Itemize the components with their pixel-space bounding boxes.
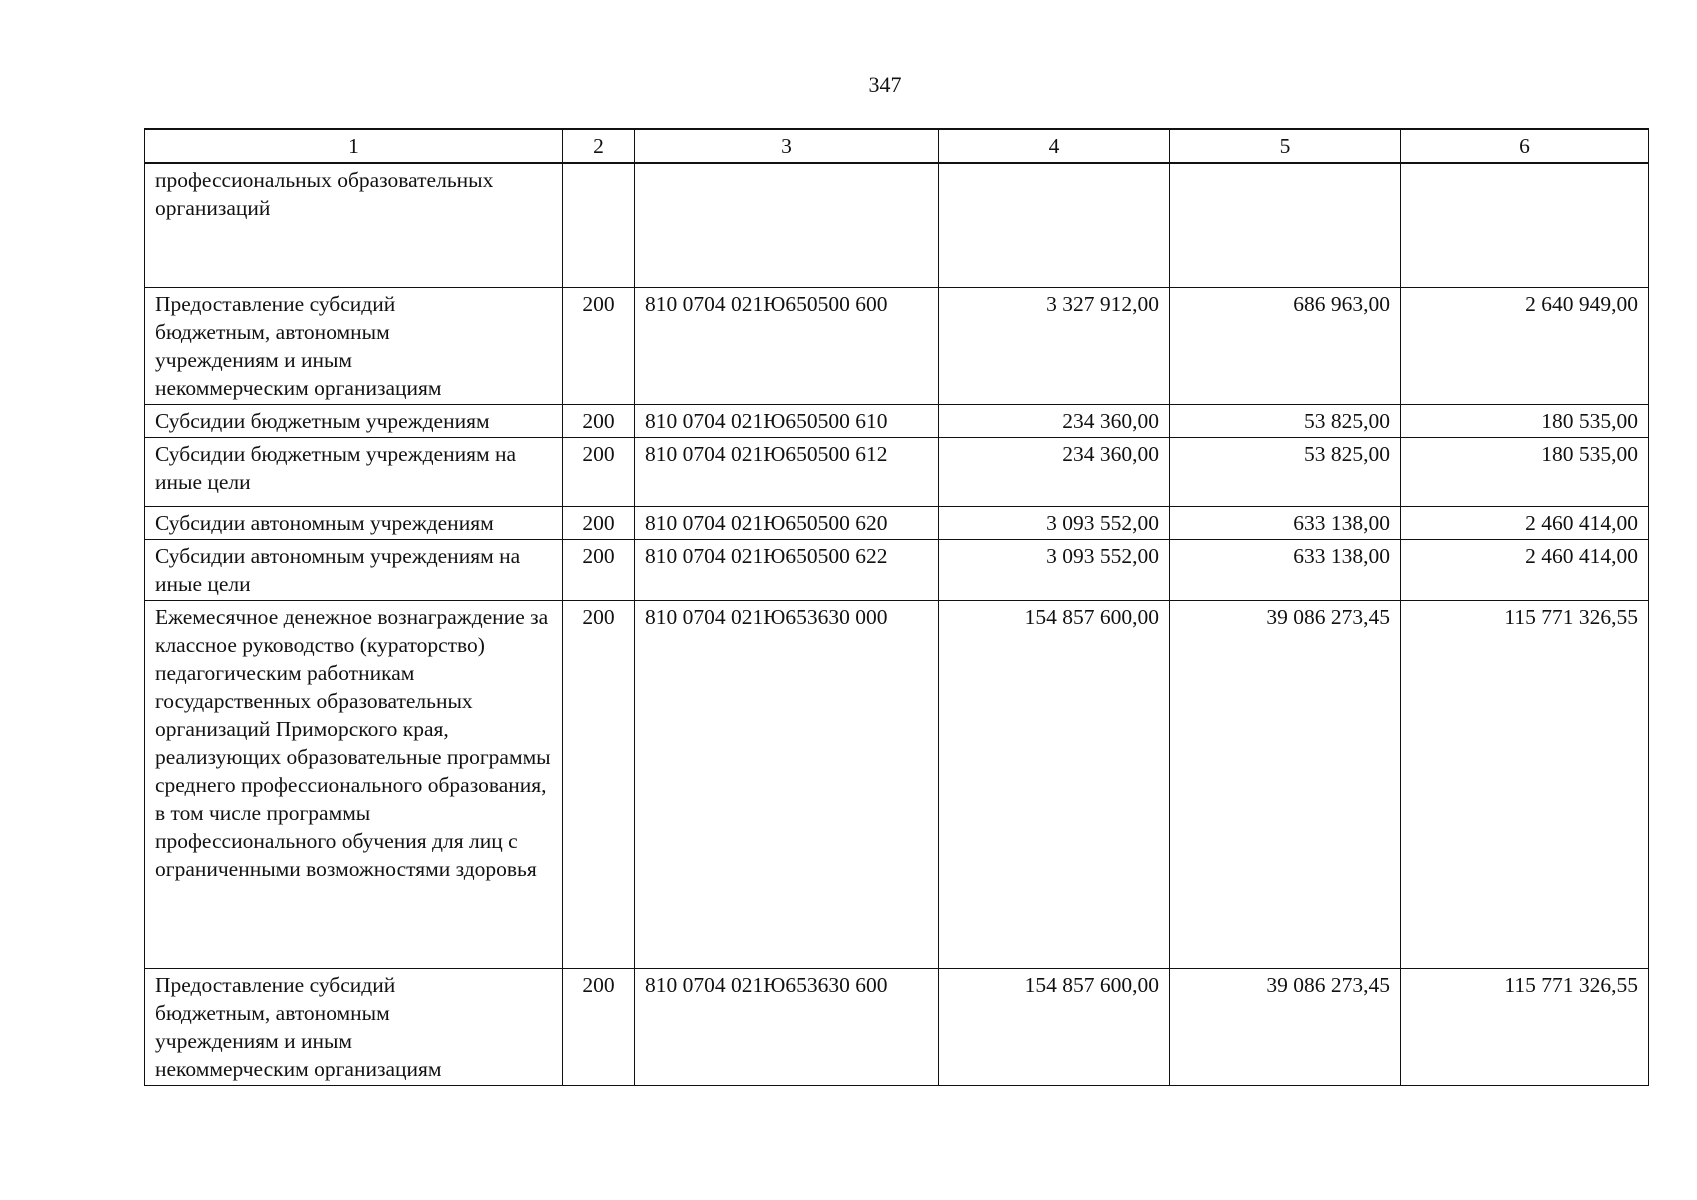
row-value-4 [939, 163, 1170, 287]
row-name: Субсидии бюджетным учреждениям на иные цели [145, 437, 563, 506]
table-row [145, 437, 1649, 506]
row-value-5: 39 086 273,45 [1170, 968, 1401, 1085]
row-name: Предоставление субсидий бюджетным, автономным учреждениям и иным некоммерческим организациям [145, 968, 563, 1085]
table-row [145, 163, 1649, 287]
column-number-row [145, 129, 1649, 163]
row-value-4: 3 093 552,00 [939, 539, 1170, 600]
row-value-5: 633 138,00 [1170, 539, 1401, 600]
column-header: 6 [1401, 129, 1649, 163]
row-value-5: 53 825,00 [1170, 404, 1401, 437]
row-kbk: 810 0704 021Ю650500 612 [635, 437, 939, 506]
row-name: Ежемесячное денежное вознаграждение за классное руководство (кураторство) педагогическим работникам государственных образовательных организаций Приморского края, реализующих образовательные программы среднего профессионального образования, в том числе программы профессионального обучения для лиц с ограниченными возможностями здоровья [145, 600, 563, 968]
table-row [145, 506, 1649, 539]
row-value-4: 154 857 600,00 [939, 968, 1170, 1085]
row-code: 200 [563, 968, 635, 1085]
row-value-6: 115 771 326,55 [1401, 600, 1649, 968]
row-kbk: 810 0704 021Ю650500 600 [635, 287, 939, 404]
row-value-6: 2 460 414,00 [1401, 539, 1649, 600]
column-header: 1 [145, 129, 563, 163]
row-value-6: 180 535,00 [1401, 437, 1649, 506]
row-code [563, 163, 635, 287]
row-name: профессиональных образовательных организаций [145, 163, 563, 287]
table-row [145, 968, 1649, 1085]
row-value-4: 234 360,00 [939, 437, 1170, 506]
row-name: Субсидии бюджетным учреждениям [145, 404, 563, 437]
row-name: Субсидии автономным учреждениям на иные цели [145, 539, 563, 600]
row-value-5: 633 138,00 [1170, 506, 1401, 539]
row-name: Предоставление субсидий бюджетным, автономным учреждениям и иным некоммерческим организациям [145, 287, 563, 404]
row-kbk: 810 0704 021Ю650500 620 [635, 506, 939, 539]
row-value-4: 154 857 600,00 [939, 600, 1170, 968]
table-row [145, 600, 1649, 968]
column-header: 4 [939, 129, 1170, 163]
column-header: 3 [635, 129, 939, 163]
row-value-5: 39 086 273,45 [1170, 600, 1401, 968]
row-value-4: 3 093 552,00 [939, 506, 1170, 539]
row-value-5 [1170, 163, 1401, 287]
row-value-5: 686 963,00 [1170, 287, 1401, 404]
row-value-6: 180 535,00 [1401, 404, 1649, 437]
table-row [145, 539, 1649, 600]
row-value-6 [1401, 163, 1649, 287]
column-header: 2 [563, 129, 635, 163]
row-code: 200 [563, 437, 635, 506]
table-row [145, 404, 1649, 437]
table-row [145, 287, 1649, 404]
row-code: 200 [563, 287, 635, 404]
row-name: Субсидии автономным учреждениям [145, 506, 563, 539]
row-code: 200 [563, 600, 635, 968]
page-number: 347 [868, 72, 902, 97]
row-code: 200 [563, 506, 635, 539]
budget-table [144, 128, 1649, 1086]
row-value-6: 2 460 414,00 [1401, 506, 1649, 539]
row-kbk [635, 163, 939, 287]
row-value-6: 2 640 949,00 [1401, 287, 1649, 404]
row-code: 200 [563, 539, 635, 600]
row-value-4: 234 360,00 [939, 404, 1170, 437]
row-value-4: 3 327 912,00 [939, 287, 1170, 404]
row-kbk: 810 0704 021Ю650500 610 [635, 404, 939, 437]
row-value-6: 115 771 326,55 [1401, 968, 1649, 1085]
column-header: 5 [1170, 129, 1401, 163]
row-kbk: 810 0704 021Ю653630 000 [635, 600, 939, 968]
row-code: 200 [563, 404, 635, 437]
row-value-5: 53 825,00 [1170, 437, 1401, 506]
row-kbk: 810 0704 021Ю650500 622 [635, 539, 939, 600]
row-kbk: 810 0704 021Ю653630 600 [635, 968, 939, 1085]
